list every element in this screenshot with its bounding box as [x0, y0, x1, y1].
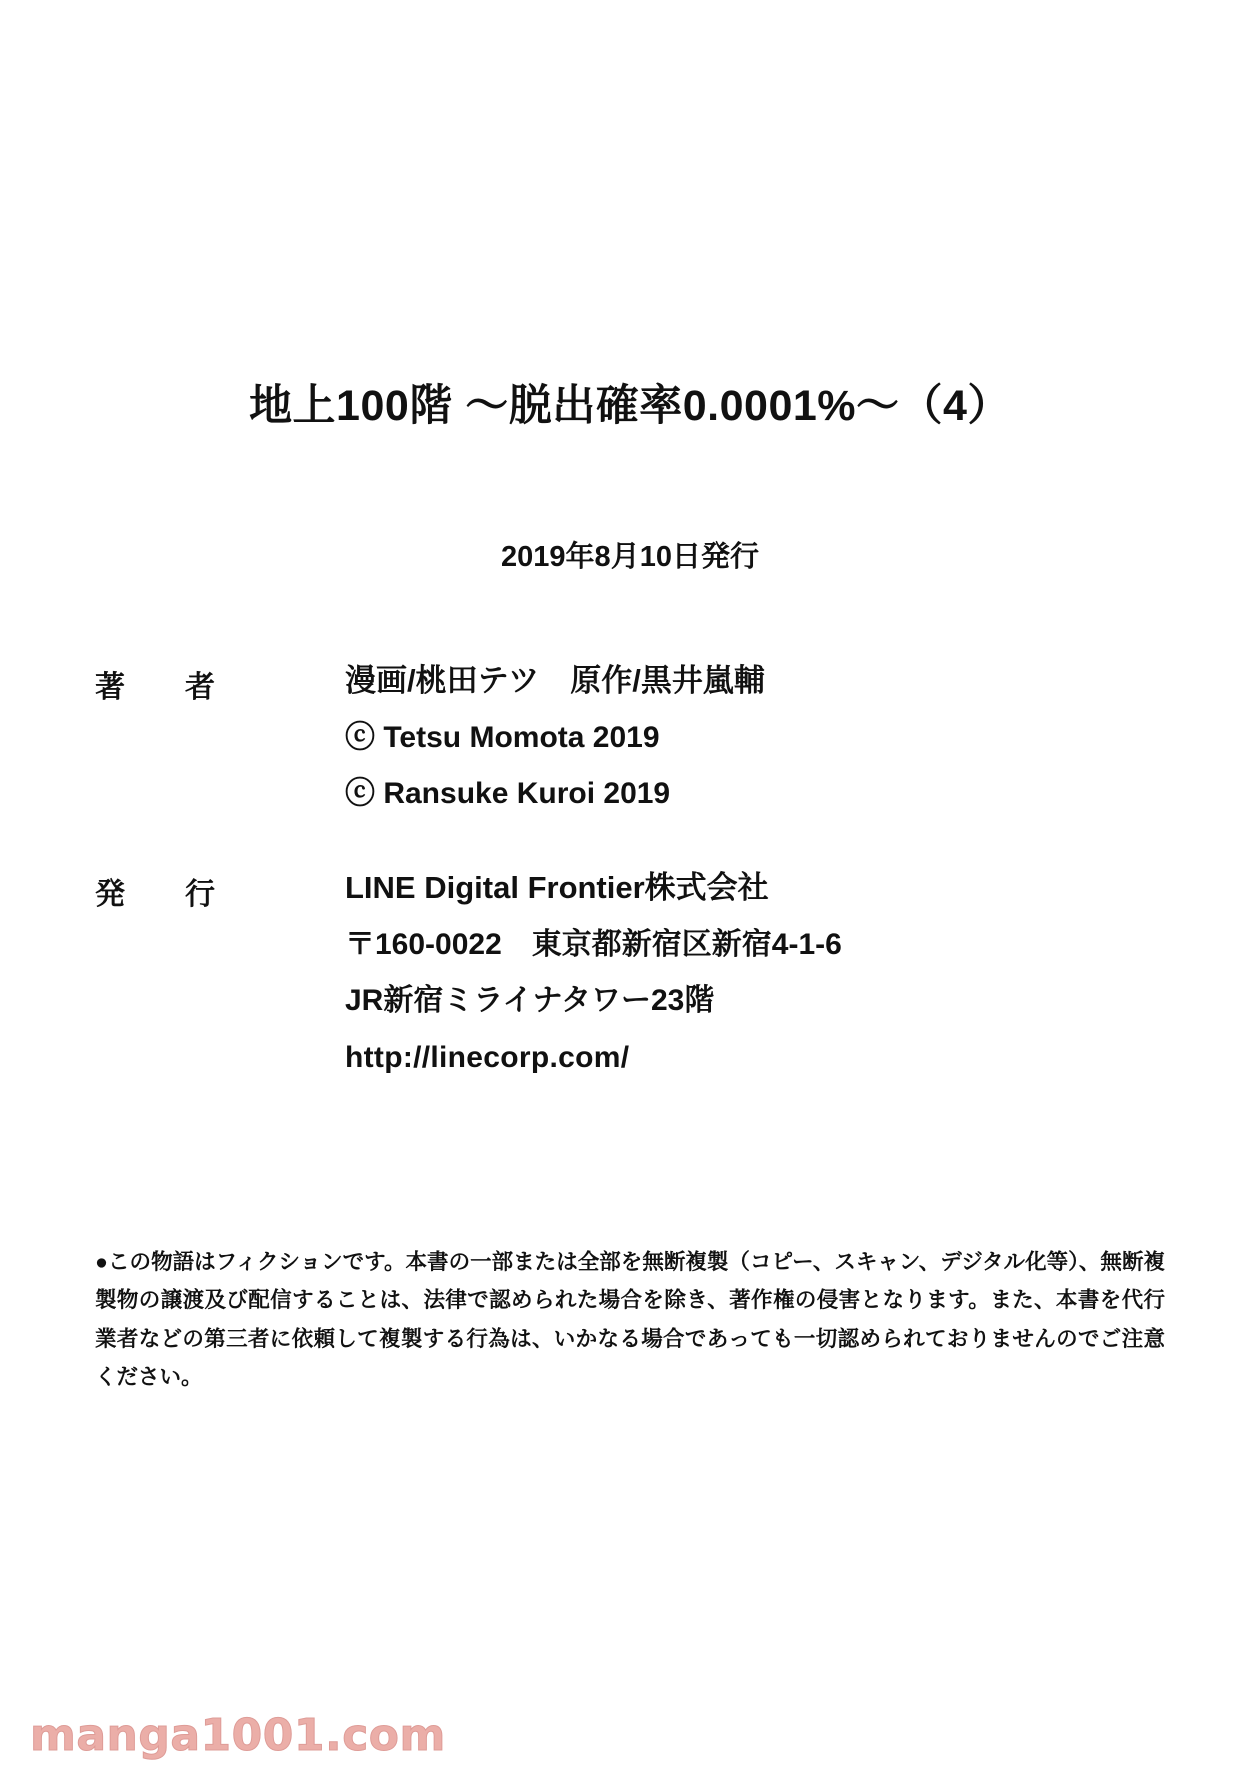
publisher-address-line-1: 〒160-0022 東京都新宿区新宿4-1-6 — [345, 927, 842, 961]
publisher-address-line-2: JR新宿ミライナタワー23階 — [345, 984, 715, 1018]
publisher-name: LINE Digital Frontier株式会社 — [345, 869, 769, 905]
credits-values-author — [345, 660, 1165, 815]
publisher-website-url[interactable]: http://linecorp.com/ — [345, 1040, 630, 1074]
author-line: 漫画/桃田テツ 原作/黒井嵐輔 — [345, 663, 765, 698]
credits-row-publisher — [95, 867, 1165, 1078]
publication-date: 2019年8月10日発行 — [501, 541, 759, 573]
credits-label-author: 著 者 — [95, 671, 230, 704]
copyright-line-artist: ⓒ Tetsu Momota 2019 — [345, 720, 660, 754]
credits-block — [95, 660, 1165, 1130]
credits-label-publisher: 発 行 — [95, 877, 230, 911]
page-title: 地上100階 ～脱出確率0.0001%～（4） — [249, 382, 1011, 430]
credits-row-author — [95, 660, 1165, 815]
copyright-line-writer: ⓒ Ransuke Kuroi 2019 — [345, 777, 671, 811]
credits-values-publisher — [345, 867, 1165, 1078]
copyright-notice: ●この物語はフィクションです。本書の一部または全部を無断複製（コピー、スキャン、デジタル化等）、無断複製物の譲渡及び配信することは、法律で認められた場合を除き、著作権の侵害となります。また、本書を代行業者などの第三者に依頼して複製する行為は、いかなる場合であっても一切認められておりませんのでご注意ください。 — [95, 1250, 1165, 1389]
site-watermark: manga1001.com — [30, 1710, 446, 1761]
